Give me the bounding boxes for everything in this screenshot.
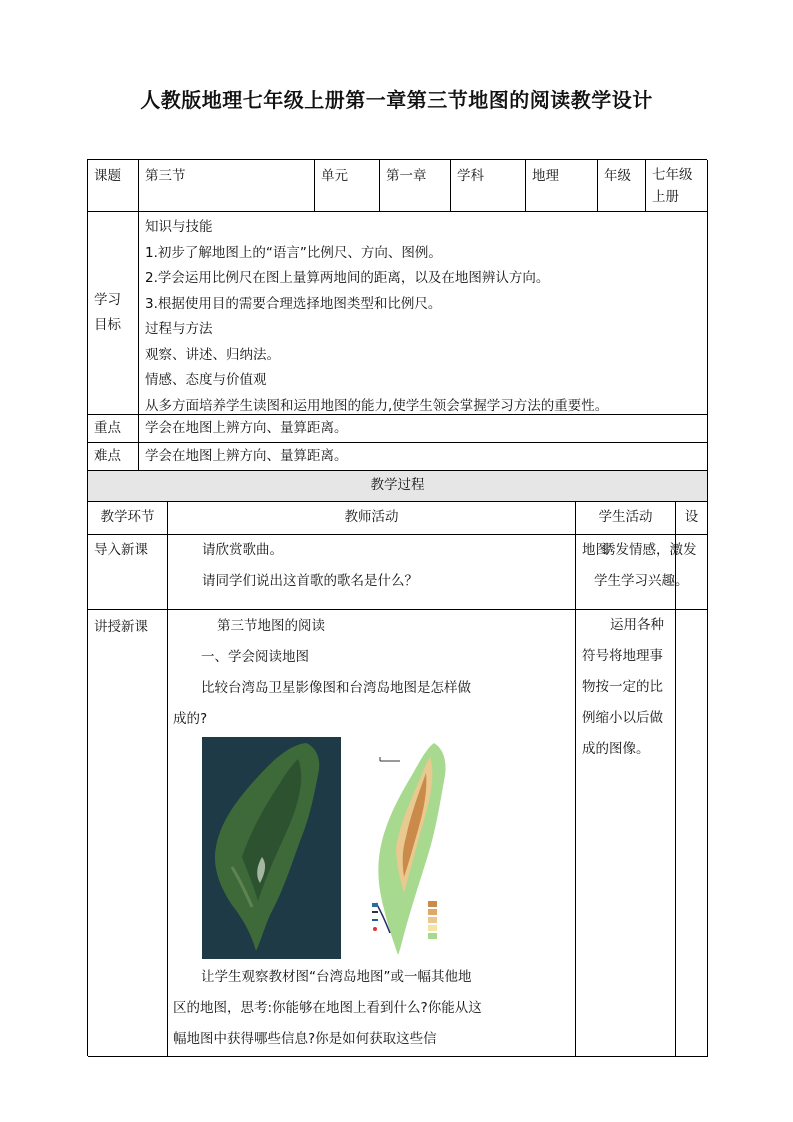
subject-value: 地理 xyxy=(526,160,598,212)
objectives-line: 过程与方法 xyxy=(145,321,213,337)
objectives-line: 从多方面培养学生读图和运用地图的能力,使学生领会掌握学习方法的重要性。 xyxy=(145,397,609,414)
objectives-label xyxy=(88,212,139,415)
process-heading: 教学过程 xyxy=(88,471,708,502)
taiwan-satellite-image xyxy=(202,737,341,959)
key-point-label: 重点 xyxy=(88,415,139,443)
topic-label: 课题 xyxy=(88,160,139,212)
header-teacher: 教师活动 xyxy=(168,502,576,535)
objectives-line: 情感、态度与价值观 xyxy=(145,372,267,388)
new-teacher-line: 比较台湾岛卫星影像图和台湾岛地图是怎样做成的? xyxy=(173,680,471,727)
new-teacher-content xyxy=(173,611,483,735)
intro-teacher xyxy=(168,535,576,610)
header-stage: 教学环节 xyxy=(88,502,168,535)
unit-label: 单元 xyxy=(315,160,380,212)
new-student-line: 运用各种 xyxy=(610,617,664,633)
intro-intent-line: 诱发情感，激发 xyxy=(602,542,697,558)
objectives-line: 知识与技能 xyxy=(145,219,213,235)
intro-student: 地图 xyxy=(576,535,676,610)
new-student xyxy=(576,610,676,1057)
new-teacher-line: 第三节地图的阅读 xyxy=(217,618,325,634)
intro-teacher-line: 请欣赏歌曲。 xyxy=(202,542,283,558)
new-intent xyxy=(676,610,708,1057)
header-student: 学生活动 xyxy=(576,502,676,535)
objectives-line: 1.初步了解地图上的“语言”比例尺、方向、图例。 xyxy=(145,244,442,261)
taiwan-topographic-map xyxy=(372,737,464,959)
objectives-label-1: 学习 xyxy=(94,291,121,308)
grade-label: 年级 xyxy=(598,160,646,212)
grade-value xyxy=(646,160,708,212)
topic-value: 第三节 xyxy=(139,160,315,212)
new-student-line: 符号将地理事 xyxy=(582,648,663,664)
header-intent: 设 xyxy=(676,502,708,535)
unit-value: 第一章 xyxy=(380,160,451,212)
new-teacher-line: 一、学会阅读地图 xyxy=(201,649,309,665)
key-point-value: 学会在地图上辨方向、量算距离。 xyxy=(139,415,708,443)
intro-intent-text xyxy=(594,535,706,597)
objectives-content xyxy=(139,212,708,415)
new-student-line: 成的图像。 xyxy=(582,741,650,757)
grade-value-line-1: 七年级 xyxy=(652,167,693,183)
objectives-line: 观察、讲述、归纳法。 xyxy=(145,346,280,363)
objectives-line: 2.学会运用比例尺在图上量算两地间的距离，以及在地图辨认方向。 xyxy=(145,270,550,286)
intro-teacher-line: 请同学们说出这首歌的歌名是什么？ xyxy=(202,573,418,589)
document-title: 人教版地理七年级上册第一章第三节地图的阅读教学设计 xyxy=(140,88,653,112)
objectives-label-2: 目标 xyxy=(94,317,121,333)
intro-intent-line: 学生学习兴趣。 xyxy=(594,573,689,589)
new-stage: 讲授新课 xyxy=(88,610,168,1057)
grade-value-line-2: 上册 xyxy=(652,189,679,205)
new-teacher-bottom: 让学生观察教材图“台湾岛地图”或一幅其他地区的地图，思考:你能够在地图上看到什么?你能从这幅地图中获得哪些信息?你是如何获取这些信 xyxy=(173,969,482,1047)
difficulty-value: 学会在地图上辨方向、量算距离。 xyxy=(139,443,708,471)
objectives-line: 3.根据使用目的需要合理选择地图类型和比例尺。 xyxy=(145,295,442,312)
new-student-line: 例缩小以后做 xyxy=(582,710,663,726)
intro-stage: 导入新课 xyxy=(88,535,168,610)
new-student-line: 物按一定的比 xyxy=(582,679,663,695)
subject-label: 学科 xyxy=(451,160,526,212)
difficulty-label: 难点 xyxy=(88,443,139,471)
